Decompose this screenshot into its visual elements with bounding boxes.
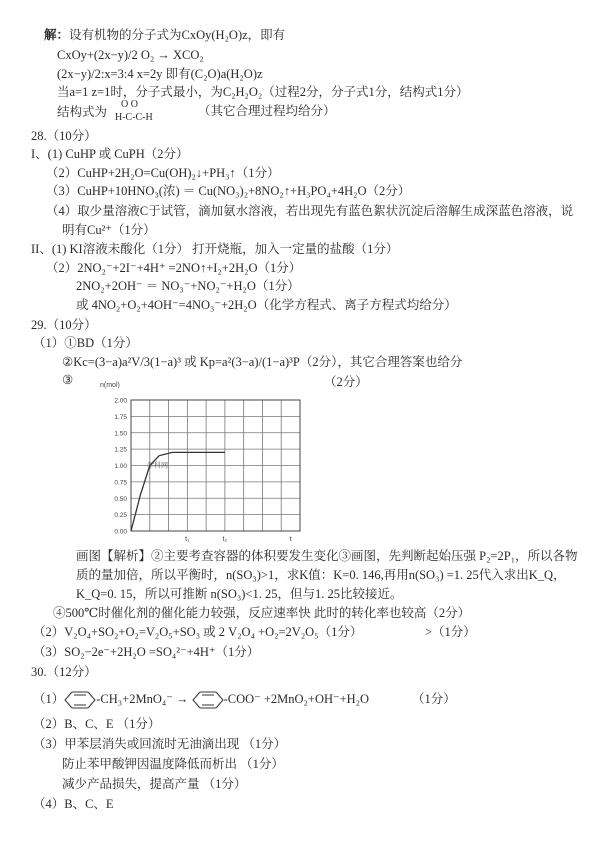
q29-2-extra: >（1分） [425, 625, 476, 639]
q27-line-5: 结构式为 [57, 105, 108, 119]
q27-line-4: 当a=1 z=1时，分子式最小，为C₂H₂O₂（过程2分，分子式1分，结构式1分） [57, 85, 469, 99]
benzene-ring-icon [192, 690, 224, 710]
q28-II-1: II、(1) KI溶液未酸化（1分） 打开烧瓶，加入一定量的盐酸（1分） [31, 242, 399, 256]
y-tick-label: 0.25 [114, 512, 127, 520]
q30-3: （3）甲苯层消失或回流时无油滴出现 （1分） [33, 737, 287, 751]
q29-1-2: ②Kc=(3−a)a²V/3(1−a)³ 或 Kp=a²(3−a)/(1−a)³P（2分），其它合理答案也给分 [62, 355, 463, 369]
q30-1 [33, 689, 369, 710]
q27-line-3: (2x−y)/2:x=3:4 x=2y 即有(C₂O)a(H₂O)z [57, 67, 263, 81]
q30-title: 30.（12分） [31, 665, 97, 679]
watermark: 学科网 [146, 462, 168, 470]
x-tick-label: t [289, 536, 292, 543]
q29-explanation-3: K_Q=0. 15，所以可推断 n(SO₃)<1. 25，但与1. 25比较接近。 [76, 587, 403, 601]
y-tick-label: 0.00 [114, 528, 127, 536]
text: 设有机物的分子式为CxOy(H₂O)z，即有 [69, 28, 286, 42]
q30-2: （2）B、C、E （1分） [33, 717, 161, 731]
q28-I-4: （4）取少量溶液C于试管，滴加氨水溶液，若出现先有蓝色絮状沉淀后溶解生成深蓝色溶液，说 [46, 204, 574, 218]
q29-1-3-score: （2分） [324, 375, 368, 389]
q28-I-1: I、(1) CuHP 或 CuPH（2分） [31, 147, 189, 161]
q28-title: 28.（10分） [31, 129, 97, 143]
text: （1） [33, 692, 65, 706]
x-tick-label: t₂ [222, 536, 228, 543]
q27-note: （其它合理过程均给分） [198, 104, 336, 118]
y-axis-label: n(mol) [100, 382, 120, 389]
q29-title: 29.（10分） [31, 318, 97, 332]
q28-I-4b: 明有Cu²⁺（1分） [62, 223, 156, 237]
q28-I-2: （2）CuHP+2H₂O=Cu(OH)₂↓+PH₃↑（1分） [46, 166, 280, 180]
text: -CH₃+2MnO₄⁻ → [96, 692, 189, 706]
y-tick-label: 1.00 [114, 463, 127, 470]
structural-formula-top: O O [121, 99, 138, 110]
q29-1-4: ④500℃时催化剂的催化能力较强，反应速率快 此时的转化率也较高（2分） [53, 606, 471, 620]
x-tick-label: t₁ [185, 536, 190, 543]
q29-3: （3）SO₂−2e⁻+2H₂O =SO₄²⁻+4H⁺（1分） [33, 645, 260, 659]
y-tick-label: 1.50 [114, 430, 127, 438]
structural-formula-bottom: H-C-C-H [115, 112, 153, 123]
q27-line-1 [44, 27, 285, 43]
q29-1-3: ③ [62, 373, 74, 387]
y-tick-label: 0.75 [114, 479, 127, 487]
q28-II-3: 2NO₂+2OH⁻ ＝ NO₃⁻+NO₂⁻+H₂O（1分） [76, 279, 300, 293]
y-tick-label: 0.50 [114, 495, 127, 503]
y-tick-label: 1.25 [114, 446, 127, 454]
q27-line-2: CxOy+(2x−y)/2 O₂ → XCO₂ [57, 48, 204, 62]
solution-label: 解： [44, 28, 70, 42]
q28-I-3: （3）CuHP+10HNO₃(浓) ＝ Cu(NO₃)₂+8NO₂↑+H₃PO₄+4H₂O（2分） [46, 184, 411, 198]
q30-4: （4）B、C、E [33, 797, 114, 811]
q29-2: （2）V₂O₄+SO₂+O₂=V₂O₅+SO₃ 或 2 V₂O₄ +O₂=2V₂O₅（1分） [33, 625, 363, 639]
q29-explanation-1: 画图【解析】②主要考查容器的体积要发生变化③画图，先判断起始压强 P₂=2P₁，所以各物 [76, 549, 578, 563]
q30-1-score: （1分） [412, 692, 456, 706]
q29-1-1: （1）①BD（1分） [33, 336, 138, 350]
q30-3c: 减少产品损失，提高产量 （1分） [62, 777, 247, 791]
q30-3b: 防止苯甲酸钾因温度降低而析出 （1分） [62, 757, 284, 771]
text: -COO⁻ +2MnO₂+OH⁻+H₂O [223, 692, 370, 706]
y-tick-label: 2.00 [114, 397, 127, 405]
benzene-ring-icon [64, 690, 96, 710]
n-so3-curve [131, 452, 225, 531]
n-mol-chart [90, 378, 320, 548]
q29-explanation-2: 质的量加倍，所以平衡时，n(SO₃)>1，求K值：K=0. 146,再用n(SO₃) =1. 25代入求出K_Q， [76, 568, 566, 582]
y-tick-label: 1.75 [114, 413, 127, 421]
q28-II-4: 或 4NO₂+O₂+4OH⁻=4NO₃⁻+2H₂O（化学方程式、离子方程式均给分） [76, 298, 457, 312]
q28-II-2: （2）2NO₂⁻+2I⁻+4H⁺ =2NO↑+I₂+2H₂O（1分） [46, 261, 302, 275]
